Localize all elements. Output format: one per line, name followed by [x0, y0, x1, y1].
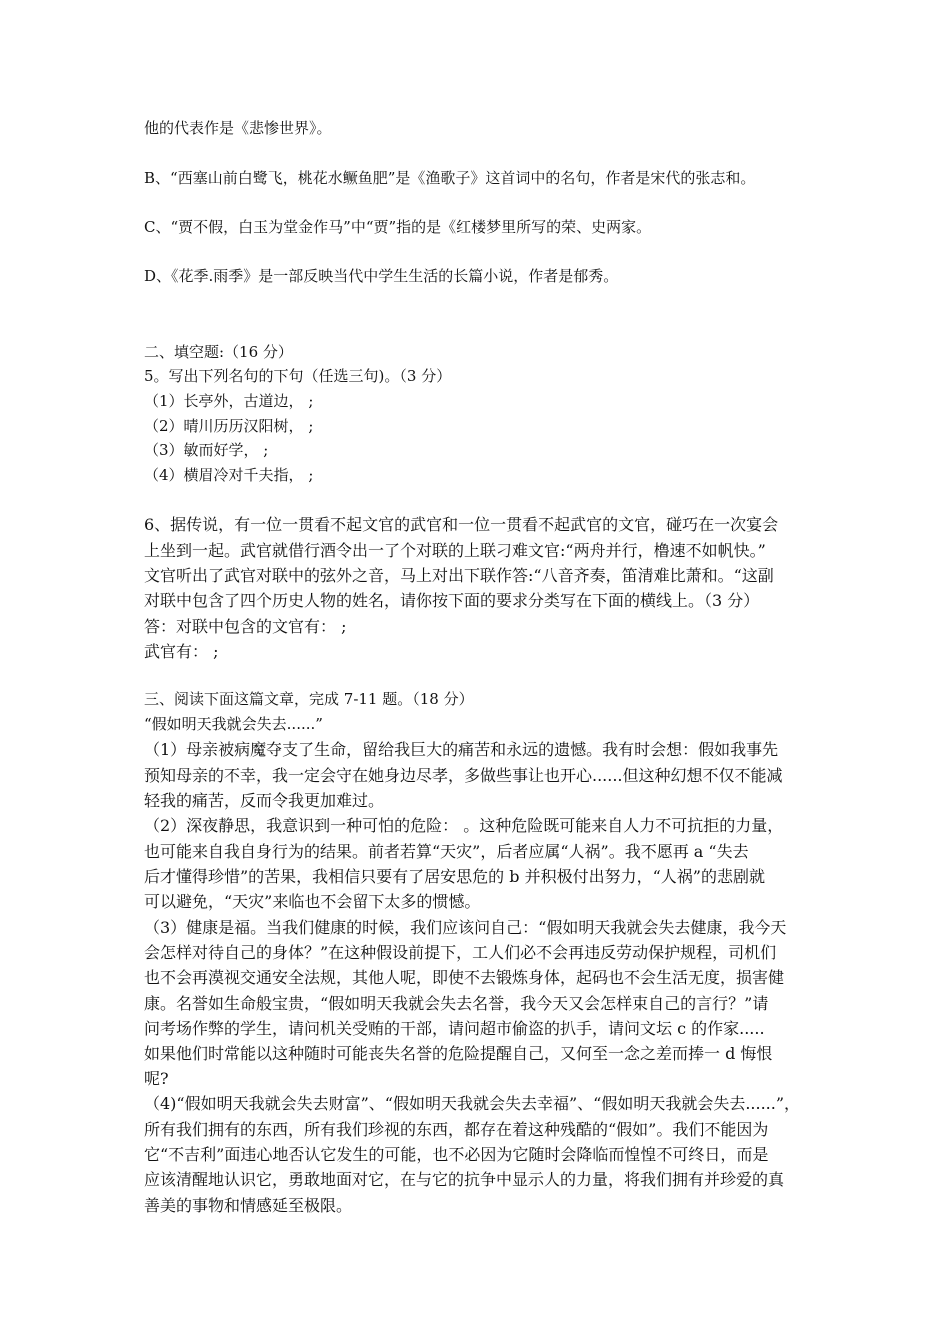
section-two-heading: 二、填空题:（16 分）	[144, 343, 293, 361]
text-line: 他的代表作是《悲惨世界》。	[144, 119, 332, 137]
question-5-item-1: （1）长亭外，古道边， ;	[144, 392, 314, 410]
question-6-answer-civil: 答：对联中包含的文官有： ;	[144, 617, 347, 636]
paragraph-4-line: 它“不吉利”面违心地否认它发生的可能，也不必因为它随时会降临而惶惶不可终日，而是	[144, 1145, 769, 1164]
paragraph-3-line: 如果他们时常能以这种随时可能丧失名誉的危险提醒自己，又何至一念之差而捧一 d 悔恨	[144, 1044, 773, 1063]
paragraph-4-line: 善美的事物和情感延至极限。	[144, 1196, 353, 1215]
paragraph-3-line: （3）健康是福。当我们健康的时候，我们应该问自己：“假如明天我就会失去健康，我今天	[144, 918, 787, 937]
paragraph-1-line: 预知母亲的不幸，我一定会守在她身边尽孝，多做些事让也开心......但这种幻想不仅不能减	[144, 766, 783, 785]
article-title: “假如明天我就会失去......”	[144, 715, 323, 733]
question-5-item-4: （4）横眉冷对千夫指， ;	[144, 466, 314, 484]
paragraph-1-line: 轻我的痛苦，反而令我更加难过。	[144, 791, 385, 810]
paragraph-4-line: （4)“假如明天我就会失去财富”、“假如明天我就会失去幸福”、“假如明天我就会失去......”，	[144, 1094, 801, 1113]
paragraph-1-line: （1）母亲被病魔夺支了生命，留给我巨大的痛苦和永远的遗憾。我有时会想：假如我事先	[144, 740, 779, 759]
question-5-item-3: （3）敏而好学， ;	[144, 441, 269, 459]
paragraph-4-line: 应该清醒地认识它，勇敢地面对它，在与它的抗争中显示人的力量，将我们拥有并珍爱的真	[144, 1170, 785, 1189]
paragraph-3-line: 康。名誉如生命般宝贵，“假如明天我就会失去名誉，我今天又会怎样束自己的言行？”请	[144, 994, 769, 1013]
question-5: 5。写出下列名句的下句（任选三句)。（3 分）	[144, 367, 452, 385]
question-6-line: 上坐到一起。武官就借行酒令出一了个对联的上联刁难文官:“两舟并行，橹速不如帆快。”	[144, 541, 766, 560]
paragraph-2-line: 可以避免，“天灾”来临也不会留下太多的惯憾。	[144, 892, 481, 911]
paragraph-2-line: （2）深夜静思，我意识到一种可怕的危险： 。这种危险既可能来自人力不可抗拒的力量，	[144, 816, 784, 835]
question-6-answer-military: 武官有： ;	[144, 642, 219, 661]
question-6-line: 文官听出了武官对联中的弦外之音，马上对出下联作答:“八音齐奏，笛清难比萧和。“这副	[144, 566, 774, 585]
paragraph-2-line: 后才懂得珍惜”的苦果，我相信只要有了居安思危的 b 并积极付出努力，“人祸”的悲剧就	[144, 867, 765, 886]
paragraph-3-line: 呢?	[144, 1069, 169, 1088]
option-b: B、“西塞山前白鹭飞，桃花水鳜鱼肥”是《渔歌子》这首词中的名句，作者是宋代的张志和。	[144, 169, 756, 187]
section-three-heading: 三、阅读下面这篇文章，完成 7-11 题。（18 分）	[144, 690, 474, 708]
paragraph-4-line: 所有我们拥有的东西，所有我们珍视的东西，都存在着这种残酷的“假如”。我们不能因为	[144, 1120, 769, 1139]
question-6-line: 对联中包含了四个历史人物的姓名，请你按下面的要求分类写在下面的横线上。（3 分）	[144, 591, 760, 610]
question-6-line: 6、据传说，有一位一贯看不起文官的武官和一位一贯看不起武官的文官，碰巧在一次宴会	[144, 515, 779, 534]
paragraph-3-line: 也不会再漠视交通安全法规，其他人呢，即使不去锻炼身体，起码也不会生活无度，损害健	[144, 968, 785, 987]
option-d: D、《花季.雨季》是一部反映当代中学生生活的长篇小说，作者是郁秀。	[144, 267, 619, 285]
question-5-item-2: （2）晴川历历汉阳树， ;	[144, 417, 314, 435]
paragraph-3-line: 问考场作弊的学生，请问机关受贿的干部，请问超市偷盗的扒手，请问文坛 c 的作家.....	[144, 1019, 765, 1038]
paragraph-3-line: 会怎样对待自己的身体？”在这种假设前提下，工人们必不会再违反劳动保护规程，司机们	[144, 943, 777, 962]
option-c: C、“贾不假，白玉为堂金作马”中“贾”指的是《红楼梦里所写的荣、史两家。	[144, 218, 652, 236]
paragraph-2-line: 也可能来自我自身行为的结果。前者若算“天灾”，后者应属“人祸”。我不愿再 a “失去	[144, 842, 749, 861]
